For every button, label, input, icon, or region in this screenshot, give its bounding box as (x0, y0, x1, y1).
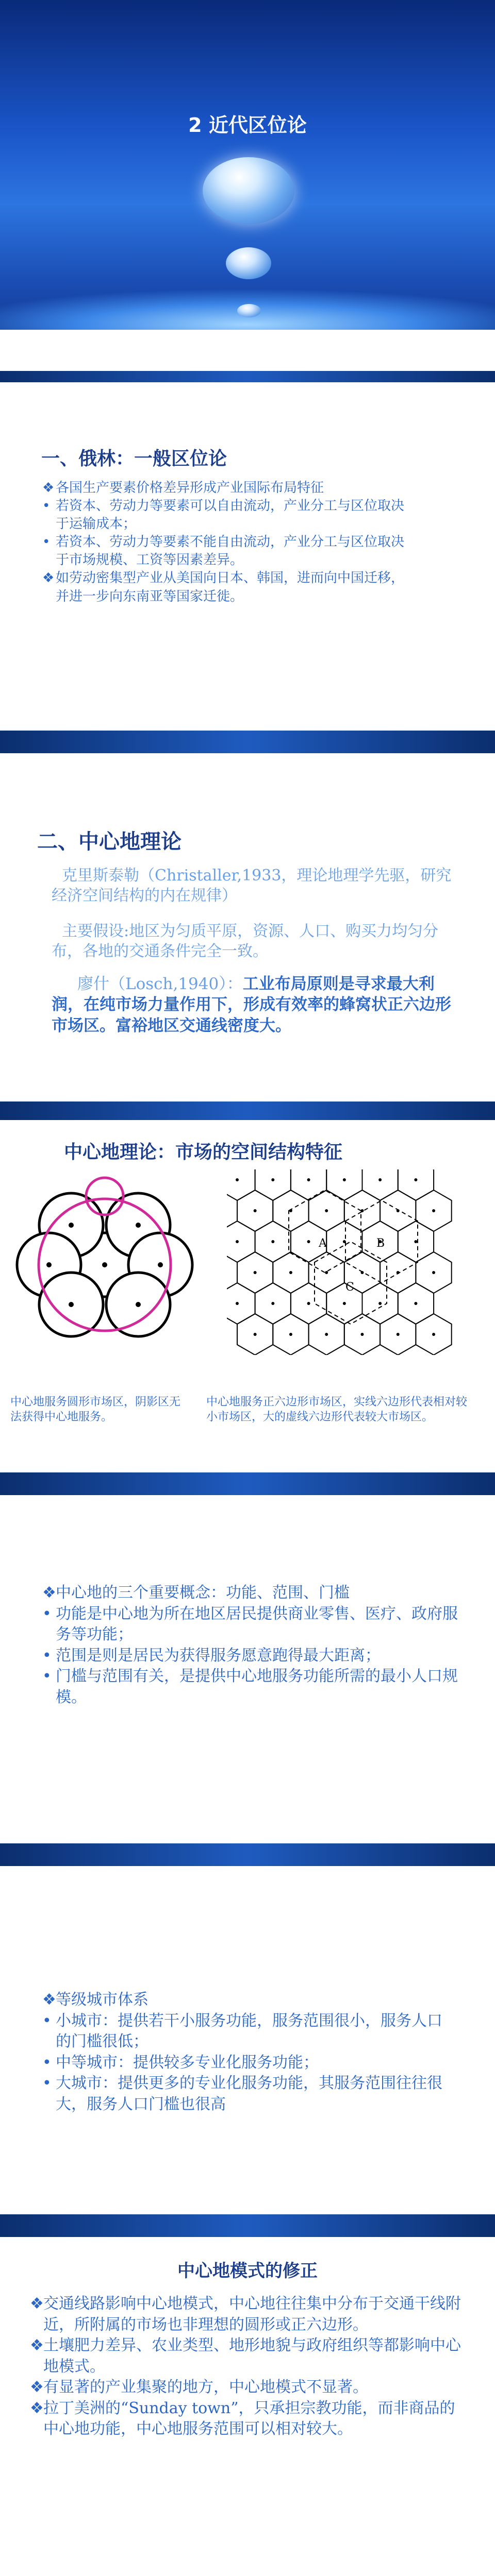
slide-top-band (0, 371, 495, 382)
central-place-dot (307, 1178, 310, 1181)
cover-bottom-white (0, 330, 495, 371)
slide-title: 二、中心地理论 (37, 830, 182, 854)
central-place-dot (360, 1333, 364, 1336)
slide-bottom-band (0, 731, 495, 742)
slide-title: 中心地理论：市场的空间结构特征 (64, 1142, 343, 1163)
central-place-dot (69, 1223, 74, 1228)
slide-title: 一、俄林：一般区位论 (41, 448, 227, 469)
right-caption: 中心地服务正六边形市场区，实线六边形代表相对较小市场区，大的虚线六边形代表较大市场区。 (206, 1396, 468, 1423)
small-hexagon (227, 1283, 255, 1324)
central-place-dot (236, 1178, 239, 1181)
large-dashed-hexagon (289, 1190, 361, 1273)
cover-title: 2 近代区位论 (188, 114, 307, 137)
slide-cover (0, 0, 495, 371)
circular-market-diagram (14, 1175, 195, 1355)
small-hexagon (362, 1170, 398, 1200)
hex-label: C (345, 1281, 354, 1294)
diamond-bullet-icon: ❖ (42, 1584, 56, 1602)
small-hexagon (227, 1221, 255, 1262)
slide-bottom-band (0, 1101, 495, 1113)
dot-bullet-icon: • (42, 2074, 52, 2092)
central-place-dot (325, 1333, 328, 1336)
small-hexagon (291, 1170, 326, 1200)
bullet-list (42, 479, 414, 606)
dot-bullet-icon: • (42, 1667, 52, 1685)
bullet-list (42, 1990, 455, 2115)
slide-model-revision (0, 2226, 495, 2576)
central-place-dot (414, 1178, 417, 1181)
slide-market-structure (0, 1113, 495, 1484)
slide-bottom-band (0, 1843, 495, 1855)
central-place-dot (254, 1271, 257, 1274)
slide-top-band (0, 742, 495, 753)
central-place-dot (271, 1240, 274, 1243)
dot-bullet-icon: • (42, 1646, 52, 1665)
list-item: ❖ 交通线路影响中心地模式，中心地往往集中分布于交通干线附近，所附属的市场也非理想的圆形或正六边形。 (30, 2295, 461, 2334)
slide-top-band (0, 1484, 495, 1495)
small-hexagon (326, 1170, 362, 1200)
central-place-dot (236, 1240, 239, 1243)
slide-top-band (0, 1113, 495, 1120)
central-place-dot (289, 1333, 292, 1336)
assumption-paragraph: 主要假设:地区为匀质平原，资源、人口、购买力均匀分布，各地的交通条件完全一致。 (52, 922, 439, 960)
slide-ohlin (0, 371, 495, 742)
list-item: ❖ 土壤肥力差异、农业类型、地形地貌与政府组织等都影响中心地模式。 (30, 2336, 461, 2376)
central-place-dot (432, 1271, 435, 1274)
list-item: • 功能是中心地为所在地区居民提供商业零售、医疗、政府服务等功能； (42, 1604, 458, 1643)
central-place-dot (343, 1302, 346, 1305)
central-place-dot (254, 1209, 257, 1212)
dot-bullet-icon: • (42, 2011, 52, 2030)
central-place-dot (397, 1333, 400, 1336)
central-place-dot (46, 1262, 52, 1267)
central-place-dot (378, 1302, 382, 1305)
list-item: • 大城市：提供更多的专业化服务功能，其服务范围往往很大，服务人口门槛也很高 (42, 2074, 442, 2113)
slide-bottom-band (0, 2214, 495, 2226)
diamond-bullet-icon: ❖ (30, 2336, 44, 2354)
slide-key-concepts (0, 1484, 495, 1855)
central-place-dot (307, 1240, 310, 1243)
list-item: • 若资本、劳动力等要素可以自由流动，产业分工与区位取决于运输成本； (42, 498, 405, 532)
central-place-dot (136, 1302, 141, 1307)
central-place-dot (414, 1302, 417, 1305)
central-place-dot (236, 1302, 239, 1305)
list-item: ❖ 各国生产要素价格差异形成产业国际布局特征 (42, 479, 414, 497)
list-item: • 若资本、劳动力等要素不能自由流动，产业分工与区位取决于市场规模、工资等因素差异。 (42, 534, 405, 568)
central-place-dot (102, 1262, 107, 1267)
crystal-sphere-large (203, 157, 294, 224)
central-place-dot (432, 1333, 435, 1336)
central-place-dot (378, 1178, 382, 1181)
small-hexagon (227, 1170, 255, 1200)
list-item: ❖ 有显著的产业集聚的地方，中心地模式不显著。 (30, 2377, 466, 2398)
central-place-dot (414, 1240, 417, 1243)
diamond-bullet-icon: ❖ (30, 2378, 44, 2396)
small-hexagon (255, 1170, 291, 1200)
list-item: ❖ 等级城市体系 (42, 1990, 455, 2011)
central-place-dot (271, 1178, 274, 1181)
diamond-bullet-icon: ❖ (42, 570, 55, 586)
hex-label: B (376, 1237, 385, 1250)
list-item: • 范围是则是居民为获得服务愿意跑得最大距离； (42, 1646, 460, 1667)
slide-bottom-band (0, 1472, 495, 1484)
list-item: • 门槛与范围有关，是提供中心地服务功能所需的最小人口规模。 (42, 1667, 458, 1706)
diamond-bullet-icon: ❖ (30, 2399, 44, 2417)
losch-paragraph: 廖什（Losch,1940）：工业布局原则是寻求最大利润，在纯市场力量作用下，形成有效率的蜂窝状正六边形市场区。富裕地区交通线密度大。 (52, 975, 451, 1035)
diamond-bullet-icon: ❖ (42, 480, 55, 496)
list-item: ❖ 中心地的三个重要概念：功能、范围、门槛 (42, 1583, 460, 1604)
central-place-dot (325, 1271, 328, 1274)
central-place-dot (271, 1302, 274, 1305)
slide-title: 中心地模式的修正 (177, 2261, 318, 2281)
central-place-dot (254, 1333, 257, 1336)
dot-bullet-icon: • (42, 1604, 52, 1623)
slide-top-band (0, 1855, 495, 1866)
crystal-sphere-small (237, 304, 261, 317)
central-place-dot (307, 1302, 310, 1305)
bullet-list (42, 1583, 460, 1708)
central-place-dot (325, 1209, 328, 1212)
central-place-dot (69, 1302, 74, 1307)
slide-city-hierarchy (0, 1855, 495, 2226)
diamond-bullet-icon: ❖ (30, 2295, 44, 2313)
central-place-dot (158, 1262, 163, 1267)
bullet-list (30, 2294, 466, 2440)
central-place-dot (343, 1178, 346, 1181)
list-item: • 中等城市：提供较多专业化服务功能； (42, 2053, 455, 2074)
list-item: • 小城市：提供若干小服务功能，服务范围很小，服务人口的门槛很低； (42, 2011, 442, 2050)
left-caption: 中心地服务圆形市场区，阴影区无法获得中心地服务。 (10, 1396, 181, 1423)
central-place-dot (432, 1209, 435, 1212)
magenta-market-circle (86, 1178, 123, 1215)
central-place-dot (136, 1223, 141, 1228)
dot-bullet-icon: • (42, 534, 51, 550)
dot-bullet-icon: • (42, 2053, 52, 2072)
crystal-sphere-medium (226, 247, 271, 279)
slide-top-band (0, 2226, 495, 2237)
small-hexagon (398, 1170, 434, 1200)
list-item: ❖ 如劳动密集型产业从美国向日本、韩国，进而向中国迁移，并进一步向东南亚等国家迁徙。 (42, 570, 405, 604)
christaller-paragraph: 克里斯泰勒（Christaller,1933，理论地理学先驱，研究经济空间结构的内在规律） (52, 867, 452, 905)
hexagonal-market-diagram (227, 1170, 464, 1355)
hex-label: A (319, 1237, 327, 1250)
diamond-bullet-icon: ❖ (42, 1991, 56, 2009)
list-item: ❖ 拉丁美洲的“Sunday town”，只承担宗教功能，而非商品的中心地功能，中心地服务范围可以相对较大。 (30, 2399, 455, 2438)
dot-bullet-icon: • (42, 498, 51, 514)
central-place-dot (289, 1271, 292, 1274)
slide-central-place (0, 742, 495, 1113)
